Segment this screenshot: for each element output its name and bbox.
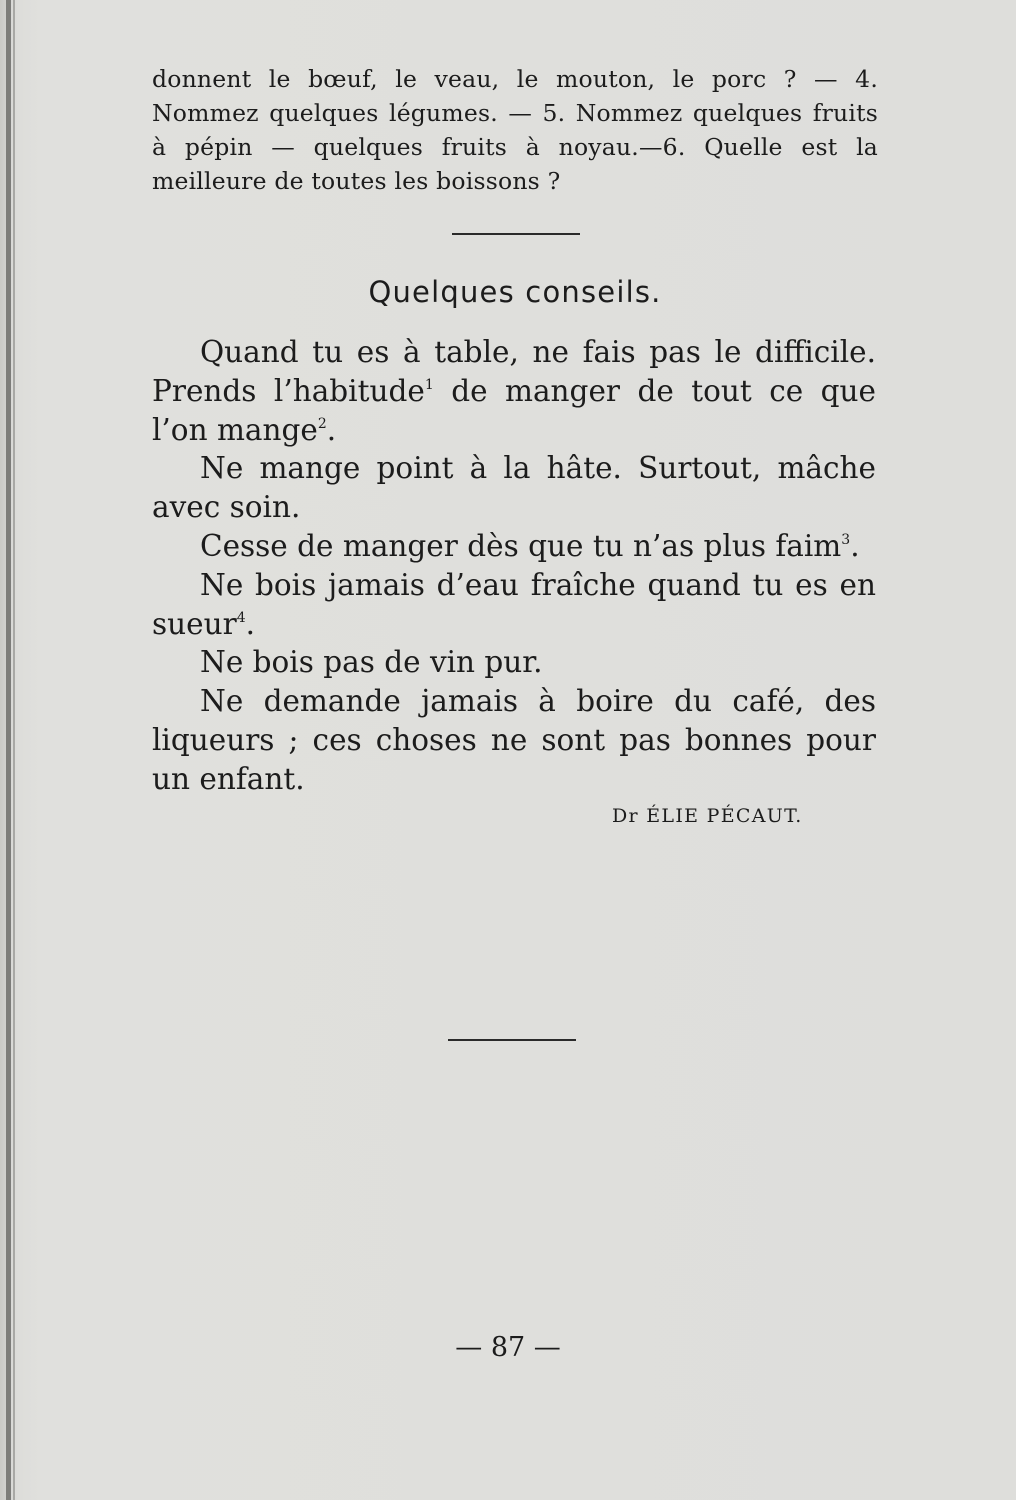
advice-paragraph-4: Ne bois jamais d’eau fraîche quand tu es en sueur$^4$.: [152, 567, 876, 641]
section-heading: Quelques conseils.: [368, 275, 662, 309]
footnote-marker-2: 2: [317, 415, 327, 432]
section-divider-top: [452, 233, 580, 235]
advice-paragraph-5: Ne bois pas de vin pur.: [200, 645, 543, 680]
advice-paragraph-2: Ne mange point à la hâte. Surtout, mâche avec soin.: [152, 451, 876, 525]
advice-paragraph-6: Ne demande jamais à boire du café, des liqueurs ; ces choses ne sont pas bonnes pour un enfant.: [152, 684, 876, 796]
binding-edge: [6, 0, 11, 1500]
binding-edge-shadow: [13, 0, 15, 1500]
section-divider-bottom: [448, 1039, 576, 1041]
page-number: — 87 —: [455, 1332, 561, 1363]
questions-paragraph: donnent le bœuf, le veau, le mouton, le porc ? — 4. Nommez quelques légumes. — 5. Nommez quelques fruits à pépin — quelques fruits à noyau.—6. Quelle est la meilleure de toutes les boissons ?: [152, 65, 878, 195]
advice-paragraph-1: Quand tu es à table, ne fais pas le difficile. Prends l’habitude$^1$ de manger de tout ce que l’on mange$^2$.: [152, 335, 876, 447]
footnote-marker-4: 4: [236, 609, 246, 626]
footnote-marker-1: 1: [424, 376, 434, 393]
advice-text: [152, 333, 876, 799]
footnote-marker-3: 3: [841, 531, 851, 548]
author-signature: Dr ÉLIE PÉCAUT.: [612, 805, 803, 827]
advice-paragraph-3: Cesse de manger dès que tu n’as plus faim$^3$.: [200, 528, 860, 563]
